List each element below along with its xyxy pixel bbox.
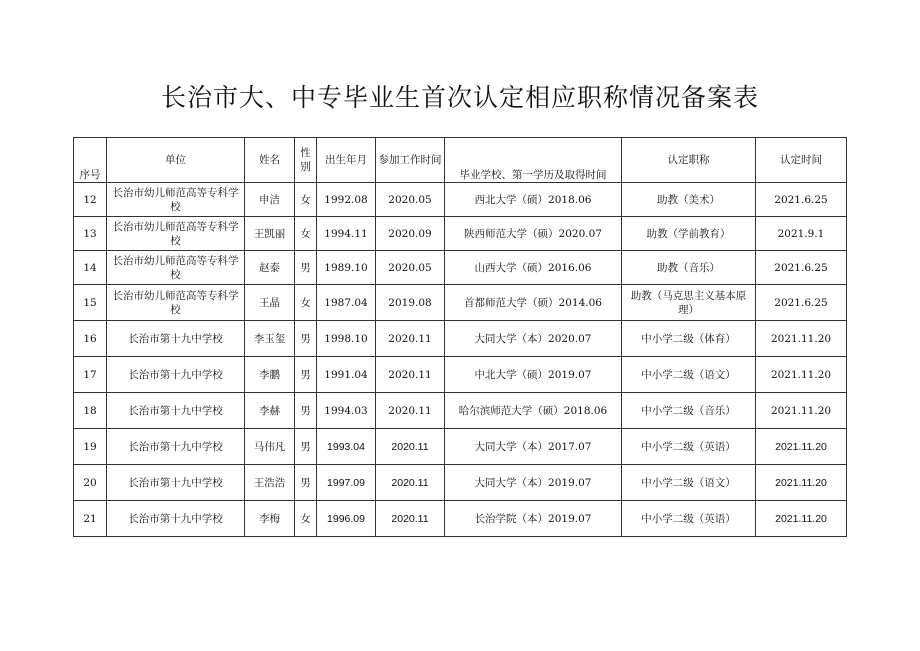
cell-birth: 1996.09 bbox=[317, 501, 376, 537]
cell-school: 首都师范大学（硕）2014.06 bbox=[445, 285, 622, 321]
header-gender: 性别 bbox=[295, 138, 317, 183]
table-row bbox=[74, 501, 847, 537]
cell-gender: 女 bbox=[295, 217, 317, 251]
cell-no: 21 bbox=[74, 501, 107, 537]
header-birth: 出生年月 bbox=[317, 138, 376, 183]
cell-name: 王凯丽 bbox=[245, 217, 295, 251]
cell-birth: 1994.03 bbox=[317, 393, 376, 429]
cell-rank: 助教（马克思主义基本原理） bbox=[622, 285, 756, 321]
cell-no: 14 bbox=[74, 251, 107, 285]
cell-no: 15 bbox=[74, 285, 107, 321]
table-row bbox=[74, 251, 847, 285]
cell-school: 长治学院（本）2019.07 bbox=[445, 501, 622, 537]
cell-work: 2020.11 bbox=[376, 501, 445, 537]
cell-date: 2021.6.25 bbox=[756, 251, 847, 285]
cell-work: 2020.11 bbox=[376, 357, 445, 393]
cell-unit: 长治市第十九中学校 bbox=[107, 393, 245, 429]
header-work-start: 参加工作时间 bbox=[376, 138, 445, 183]
cell-no: 12 bbox=[74, 183, 107, 217]
cell-work: 2019.08 bbox=[376, 285, 445, 321]
table-row bbox=[74, 393, 847, 429]
cell-gender: 男 bbox=[295, 393, 317, 429]
cell-no: 19 bbox=[74, 429, 107, 465]
cell-work: 2020.11 bbox=[376, 429, 445, 465]
cell-unit: 长治市第十九中学校 bbox=[107, 321, 245, 357]
cell-date: 2021.11.20 bbox=[756, 465, 847, 501]
cell-name: 李赫 bbox=[245, 393, 295, 429]
cell-gender: 男 bbox=[295, 465, 317, 501]
cell-birth: 1987.04 bbox=[317, 285, 376, 321]
cell-birth: 1992.08 bbox=[317, 183, 376, 217]
cell-name: 李鹏 bbox=[245, 357, 295, 393]
cell-date: 2021.11.20 bbox=[756, 321, 847, 357]
cell-no: 17 bbox=[74, 357, 107, 393]
cell-unit: 长治市第十九中学校 bbox=[107, 465, 245, 501]
cell-birth: 1998.10 bbox=[317, 321, 376, 357]
table-row bbox=[74, 465, 847, 501]
cell-gender: 男 bbox=[295, 251, 317, 285]
record-table bbox=[73, 137, 847, 537]
cell-work: 2020.11 bbox=[376, 393, 445, 429]
cell-unit: 长治市幼儿师范高等专科学校 bbox=[107, 251, 245, 285]
cell-school: 陕西师范大学（硕）2020.07 bbox=[445, 217, 622, 251]
cell-unit: 长治市幼儿师范高等专科学校 bbox=[107, 285, 245, 321]
cell-school: 大同大学（本）2017.07 bbox=[445, 429, 622, 465]
cell-birth: 1991.04 bbox=[317, 357, 376, 393]
header-name: 姓名 bbox=[245, 138, 295, 183]
cell-work: 2020.11 bbox=[376, 465, 445, 501]
cell-rank: 助教（音乐） bbox=[622, 251, 756, 285]
cell-rank: 中小学二级（英语） bbox=[622, 501, 756, 537]
table-row bbox=[74, 357, 847, 393]
cell-work: 2020.05 bbox=[376, 251, 445, 285]
header-school: 毕业学校、第一学历及取得时间 bbox=[445, 138, 622, 183]
cell-work: 2020.09 bbox=[376, 217, 445, 251]
cell-rank: 中小学二级（语文） bbox=[622, 465, 756, 501]
cell-no: 13 bbox=[74, 217, 107, 251]
table-row bbox=[74, 217, 847, 251]
cell-work: 2020.11 bbox=[376, 321, 445, 357]
cell-unit: 长治市幼儿师范高等专科学校 bbox=[107, 217, 245, 251]
cell-date: 2021.6.25 bbox=[756, 183, 847, 217]
cell-rank: 中小学二级（音乐） bbox=[622, 393, 756, 429]
cell-date: 2021.11.20 bbox=[756, 429, 847, 465]
cell-birth: 1997.09 bbox=[317, 465, 376, 501]
cell-school: 西北大学（硕）2018.06 bbox=[445, 183, 622, 217]
cell-name: 王晶 bbox=[245, 285, 295, 321]
table-row bbox=[74, 429, 847, 465]
cell-no: 16 bbox=[74, 321, 107, 357]
cell-gender: 女 bbox=[295, 501, 317, 537]
cell-school: 大同大学（本）2020.07 bbox=[445, 321, 622, 357]
cell-rank: 助教（美术） bbox=[622, 183, 756, 217]
cell-no: 18 bbox=[74, 393, 107, 429]
header-unit: 单位 bbox=[107, 138, 245, 183]
cell-unit: 长治市第十九中学校 bbox=[107, 501, 245, 537]
cell-date: 2021.6.25 bbox=[756, 285, 847, 321]
header-no: 序号 bbox=[74, 138, 107, 183]
cell-school: 中北大学（硕）2019.07 bbox=[445, 357, 622, 393]
cell-school: 山西大学（硕）2016.06 bbox=[445, 251, 622, 285]
cell-name: 王浩浩 bbox=[245, 465, 295, 501]
document-title: 长治市大、中专毕业生首次认定相应职称情况备案表 bbox=[160, 83, 759, 112]
table-row bbox=[74, 321, 847, 357]
cell-work: 2020.05 bbox=[376, 183, 445, 217]
cell-date: 2021.11.20 bbox=[756, 393, 847, 429]
cell-name: 马伟凡 bbox=[245, 429, 295, 465]
table-row bbox=[74, 183, 847, 217]
cell-name: 李玉玺 bbox=[245, 321, 295, 357]
cell-gender: 女 bbox=[295, 285, 317, 321]
cell-gender: 男 bbox=[295, 321, 317, 357]
table-row bbox=[74, 285, 847, 321]
cell-rank: 中小学二级（体育） bbox=[622, 321, 756, 357]
cell-name: 李梅 bbox=[245, 501, 295, 537]
cell-birth: 1994.11 bbox=[317, 217, 376, 251]
header-title-rank: 认定职称 bbox=[622, 138, 756, 183]
cell-unit: 长治市幼儿师范高等专科学校 bbox=[107, 183, 245, 217]
cell-no: 20 bbox=[74, 465, 107, 501]
cell-school: 哈尔滨师范大学（硕）2018.06 bbox=[445, 393, 622, 429]
header-row bbox=[74, 138, 847, 183]
cell-unit: 长治市第十九中学校 bbox=[107, 357, 245, 393]
cell-rank: 中小学二级（语文） bbox=[622, 357, 756, 393]
cell-school: 大同大学（本）2019.07 bbox=[445, 465, 622, 501]
cell-name: 申洁 bbox=[245, 183, 295, 217]
cell-rank: 助教（学前教育） bbox=[622, 217, 756, 251]
cell-gender: 男 bbox=[295, 429, 317, 465]
cell-date: 2021.11.20 bbox=[756, 501, 847, 537]
header-date: 认定时间 bbox=[756, 138, 847, 183]
cell-birth: 1989.10 bbox=[317, 251, 376, 285]
cell-gender: 女 bbox=[295, 183, 317, 217]
cell-name: 赵泰 bbox=[245, 251, 295, 285]
cell-date: 2021.9.1 bbox=[756, 217, 847, 251]
cell-birth: 1993.04 bbox=[317, 429, 376, 465]
cell-date: 2021.11.20 bbox=[756, 357, 847, 393]
cell-gender: 男 bbox=[295, 357, 317, 393]
cell-rank: 中小学二级（英语） bbox=[622, 429, 756, 465]
cell-unit: 长治市第十九中学校 bbox=[107, 429, 245, 465]
